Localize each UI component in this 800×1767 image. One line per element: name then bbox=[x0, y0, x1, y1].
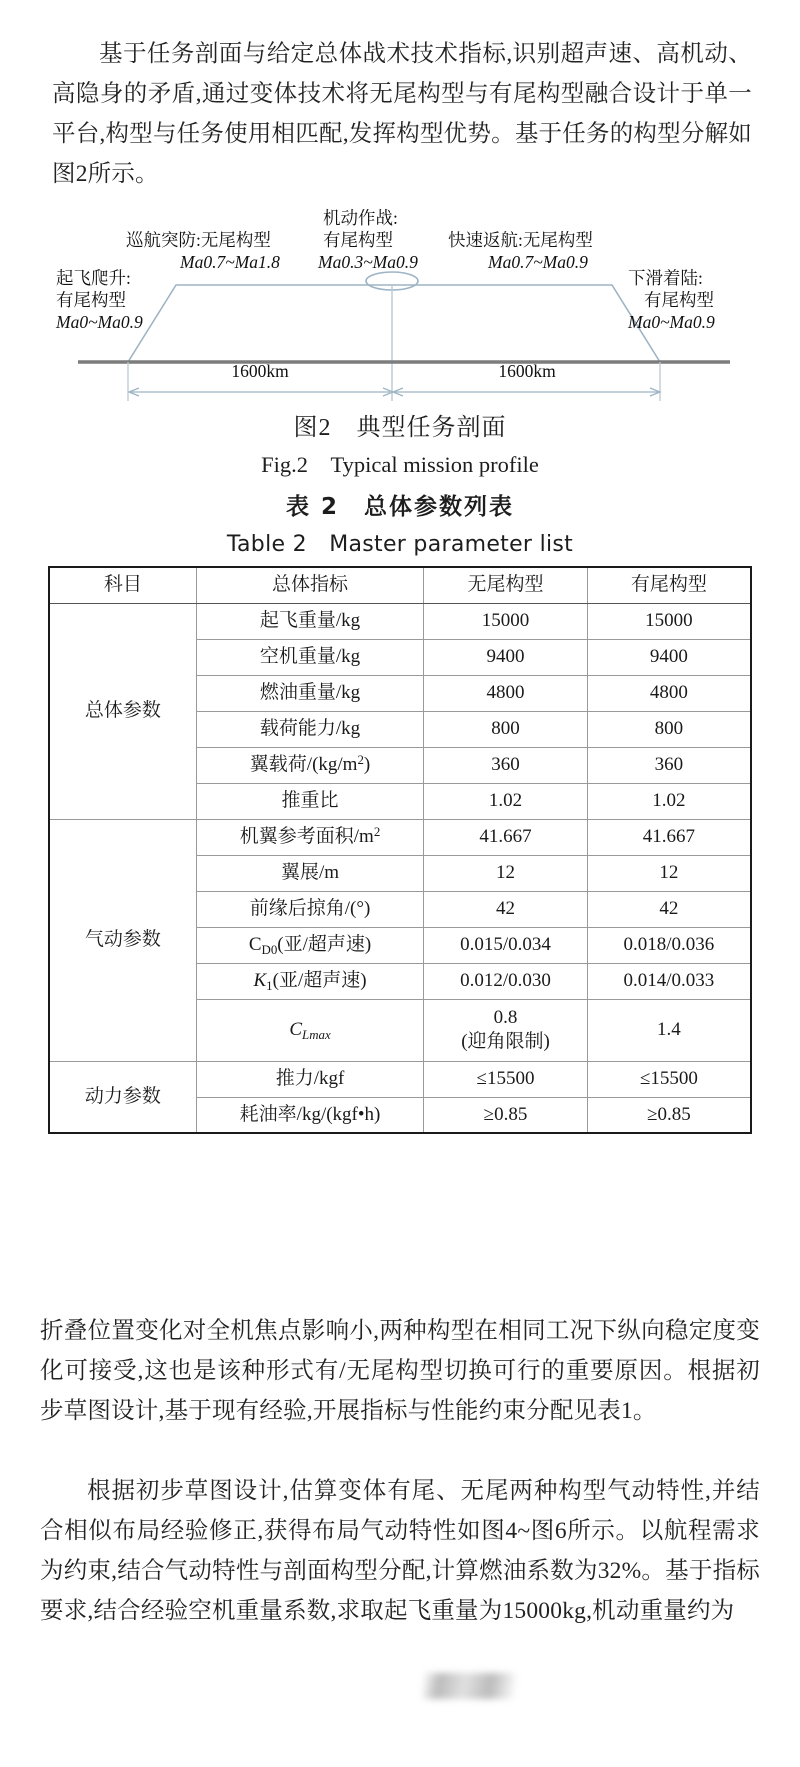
header-tailed: 有尾构型 bbox=[587, 567, 751, 603]
value-tailless: 42 bbox=[424, 891, 588, 927]
metric-cell-wingload bbox=[196, 747, 423, 783]
value-tailless: 800 bbox=[424, 711, 588, 747]
clmax-base: C bbox=[289, 1019, 303, 1041]
metric-cell: 推重比 bbox=[196, 783, 423, 819]
wingarea-base: 机翼参考面积/m bbox=[239, 826, 374, 848]
segment-label-takeoff-mach: Ma0~Ma0.9 bbox=[56, 312, 143, 332]
table-row bbox=[49, 1061, 751, 1097]
metric-cell: 起飞重量/kg bbox=[196, 603, 423, 639]
metric-cell: 耗油率/kg/(kgf•h) bbox=[196, 1097, 423, 1133]
table-header-row bbox=[49, 567, 751, 603]
paragraph-top: 基于任务剖面与给定总体战术技术指标,识别超声速、高机动、高隐身的矛盾,通过变体技术将无尾构型与有尾构型融合设计于单一平台,构型与任务使用相匹配,发挥构型优势。基于任务的构型分解如图2所示。 bbox=[52, 40, 752, 187]
value-tailed: 1.02 bbox=[587, 783, 751, 819]
dimension-arrows bbox=[129, 388, 660, 396]
value-tailless-clmax bbox=[424, 999, 588, 1061]
table-row bbox=[49, 819, 751, 855]
value-tailless: 0.012/0.030 bbox=[424, 963, 588, 999]
master-parameter-table bbox=[48, 566, 752, 1134]
profile-path-group bbox=[128, 272, 660, 401]
value-tailless: 360 bbox=[424, 747, 588, 783]
metric-cell-cd0 bbox=[196, 927, 423, 963]
value-tailless: 4800 bbox=[424, 675, 588, 711]
scan-smudge-artifact bbox=[423, 1673, 515, 1699]
value-tailed: 41.667 bbox=[587, 819, 751, 855]
header-tailless: 无尾构型 bbox=[424, 567, 588, 603]
segment-label-cruise-title: 巡航突防:无尾构型 bbox=[126, 230, 271, 250]
value-tailless: 41.667 bbox=[424, 819, 588, 855]
segment-label-landing-config: 有尾构型 bbox=[644, 290, 714, 310]
segment-label-cruise-mach: Ma0.7~Ma1.8 bbox=[180, 252, 280, 272]
segment-label-landing-title: 下滑着陆: bbox=[628, 268, 703, 288]
header-metric: 总体指标 bbox=[196, 567, 423, 603]
value-tailed: 42 bbox=[587, 891, 751, 927]
table-caption-en: Table 2 Master parameter list bbox=[226, 532, 574, 557]
segment-label-takeoff-config: 有尾构型 bbox=[56, 290, 126, 310]
header-subject: 科目 bbox=[49, 567, 196, 603]
mission-profile-figure bbox=[40, 196, 764, 411]
metric-cell-wingarea bbox=[196, 819, 423, 855]
value-tailed: 4800 bbox=[587, 675, 751, 711]
segment-label-landing-mach: Ma0~Ma0.9 bbox=[628, 312, 715, 332]
wingload-end: ) bbox=[363, 754, 371, 776]
value-tailed: 0.018/0.036 bbox=[587, 927, 751, 963]
group-label-overall: 总体参数 bbox=[49, 603, 196, 819]
value-tailless: 0.015/0.034 bbox=[424, 927, 588, 963]
metric-cell: 载荷能力/kg bbox=[196, 711, 423, 747]
segment-label-combat-title: 机动作战: bbox=[323, 208, 398, 228]
value-tailed: 1.4 bbox=[587, 999, 751, 1061]
flight-path-line bbox=[128, 285, 660, 362]
value-tailed: 12 bbox=[587, 855, 751, 891]
k1-base: K bbox=[253, 970, 267, 992]
segment-label-combat-config: 有尾构型 bbox=[323, 230, 393, 250]
value-tailed: 15000 bbox=[587, 603, 751, 639]
k1-suffix: (亚/超声速) bbox=[272, 970, 367, 992]
value-tailed: 360 bbox=[587, 747, 751, 783]
value-tailed: ≤15500 bbox=[587, 1061, 751, 1097]
master-parameter-table-wrap bbox=[48, 566, 752, 1134]
figure-caption-en: Fig.2 Typical mission profile bbox=[261, 452, 539, 477]
segment-label-return-title: 快速返航:无尾构型 bbox=[448, 230, 593, 250]
paragraph-third: 根据初步草图设计,估算变体有尾、无尾两种构型气动特性,并结合相似布局经验修正,获得布局气动特性如图4~图6所示。以航程需求为约束,结合气动特性与剖面构型分配,计算燃油系数为32%。基于指标要求,结合经验空机重量系数,求取起飞重量为15000kg,机动重量约为 bbox=[40, 1477, 760, 1624]
value-tailless: ≥0.85 bbox=[424, 1097, 588, 1133]
k1-sub: 1 bbox=[266, 977, 273, 993]
clmax-tailless-value: 0.8 bbox=[493, 1007, 518, 1029]
clmax-tailless-note: (迎角限制) bbox=[461, 1031, 550, 1052]
value-tailed: 800 bbox=[587, 711, 751, 747]
group-label-power: 动力参数 bbox=[49, 1061, 196, 1133]
metric-cell: 翼展/m bbox=[196, 855, 423, 891]
value-tailed: 9400 bbox=[587, 639, 751, 675]
segment-label-combat-mach: Ma0.3~Ma0.9 bbox=[318, 252, 418, 272]
metric-cell: 燃油重量/kg bbox=[196, 675, 423, 711]
clmax-sub: Lmax bbox=[302, 1026, 331, 1042]
distance-label-left: 1600km bbox=[231, 361, 289, 381]
paragraph-second: 折叠位置变化对全机焦点影响小,两种构型在相同工况下纵向稳定度变化可接受,这也是该种形式有/无尾构型切换可行的重要原因。根据初步草图设计,基于现有经验,开展指标与性能约束分配见表1。 bbox=[40, 1317, 760, 1424]
metric-cell-k1 bbox=[196, 963, 423, 999]
table-caption-cn: 表 2 总体参数列表 bbox=[285, 494, 514, 520]
value-tailless: 1.02 bbox=[424, 783, 588, 819]
value-tailless: 12 bbox=[424, 855, 588, 891]
wingload-sup: 2 bbox=[357, 751, 364, 767]
value-tailed: 0.014/0.033 bbox=[587, 963, 751, 999]
group-label-aero: 气动参数 bbox=[49, 819, 196, 1061]
wingload-base: 翼载荷/(kg/m bbox=[249, 754, 358, 776]
distance-label-right: 1600km bbox=[498, 361, 556, 381]
value-tailless: 9400 bbox=[424, 639, 588, 675]
value-tailless: 15000 bbox=[424, 603, 588, 639]
metric-cell: 前缘后掠角/(°) bbox=[196, 891, 423, 927]
metric-cell-clmax bbox=[196, 999, 423, 1061]
wingarea-sup: 2 bbox=[373, 823, 381, 839]
value-tailless: ≤15500 bbox=[424, 1061, 588, 1097]
metric-cell: 空机重量/kg bbox=[196, 639, 423, 675]
metric-cell: 推力/kgf bbox=[196, 1061, 423, 1097]
cd0-base: C bbox=[248, 934, 262, 956]
segment-label-takeoff-title: 起飞爬升: bbox=[56, 268, 131, 288]
table-row bbox=[49, 603, 751, 639]
segment-label-return-mach: Ma0.7~Ma0.9 bbox=[488, 252, 588, 272]
figure-caption-cn: 图2 典型任务剖面 bbox=[293, 415, 507, 441]
mission-profile-svg bbox=[40, 196, 764, 411]
cd0-sub: D0 bbox=[261, 941, 278, 957]
value-tailed: ≥0.85 bbox=[587, 1097, 751, 1133]
cd0-suffix: (亚/超声速) bbox=[277, 934, 372, 956]
